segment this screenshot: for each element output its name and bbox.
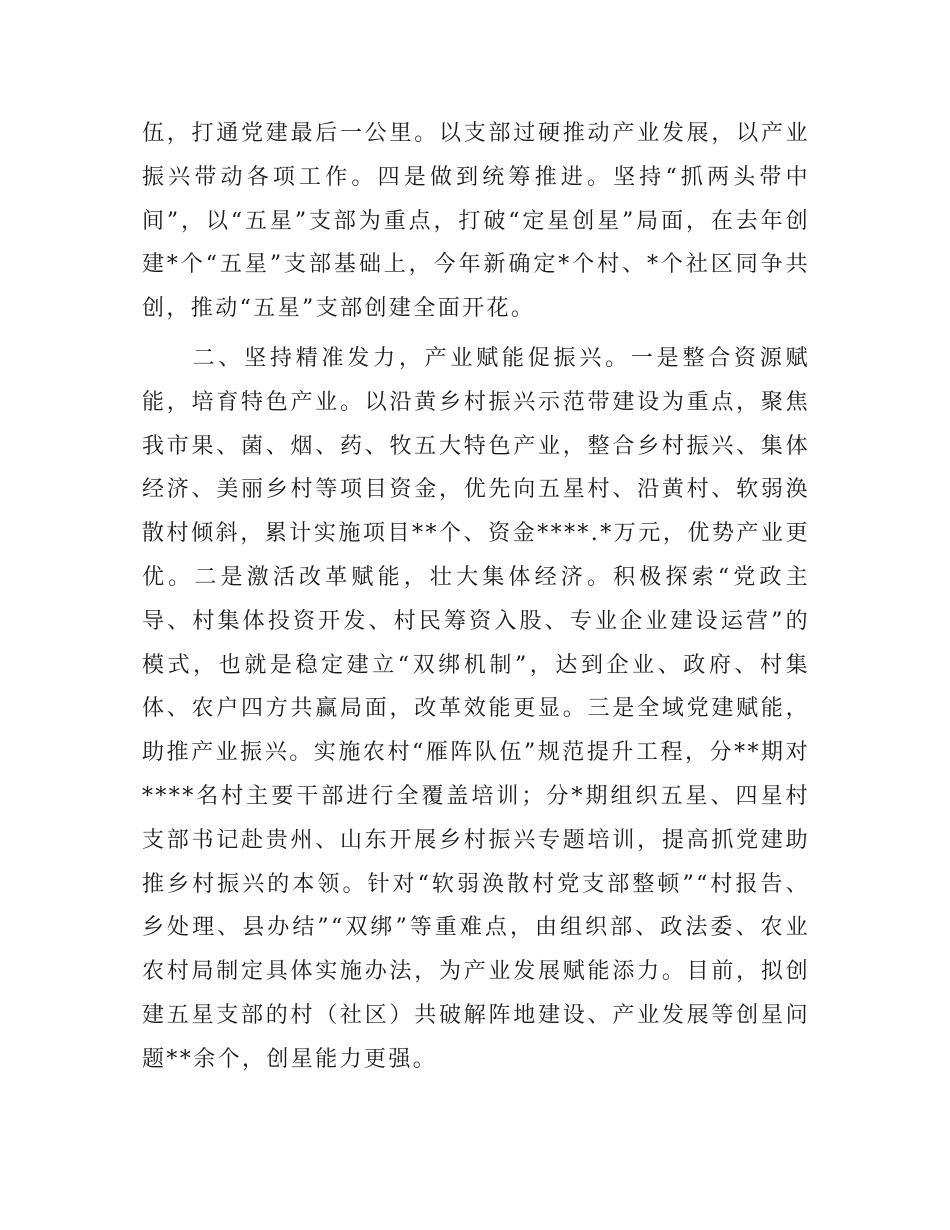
paragraph-continued: 伍，打通党建最后一公里。以支部过硬推动产业发展，以产业振兴带动各项工作。四是做到统筹推进。坚持“抓两头带中间”，以“五星”支部为重点，打破“定星创星”局面，在去年创建*个“五星”支部基础上，今年新确定*个村、*个社区同争共创，推动“五星”支部创建全面开花。: [142, 121, 810, 322]
document-body: [142, 112, 810, 1082]
paragraph-industry-empowerment: 二、坚持精准发力，产业赋能促振兴。一是整合资源赋能，培育特色产业。以沿黄乡村振兴示范带建设为重点，聚焦我市果、菌、烟、药、牧五大特色产业，整合乡村振兴、集体经济、美丽乡村等项目资金，优先向五星村、沿黄村、软弱涣散村倾斜，累计实施项目**个、资金****.*万元，优势产业更优。二是激活改革赋能，壮大集体经济。积极探索“党政主导、村集体投资开发、村民筹资入股、专业企业建设运营”的模式，也就是稳定建立“双绑机制”，达到企业、政府、村集体、农户四方共赢局面，改革效能更显。三是全域党建赋能，助推产业振兴。实施农村“雁阵队伍”规范提升工程，分**期对****名村主要干部进行全覆盖培训；分*期组织五星、四星村支部书记赴贵州、山东开展乡村振兴专题培训，提高抓党建助推乡村振兴的本领。针对“软弱涣散村党支部整顿”“村报告、乡处理、县办结”“双绑”等重难点，由组织部、政法委、农业农村局制定具体实施办法，为产业发展赋能添力。目前，拟创建五星支部的村（社区）共破解阵地建设、产业发展等创星问题**余个，创星能力更强。: [142, 345, 810, 1072]
